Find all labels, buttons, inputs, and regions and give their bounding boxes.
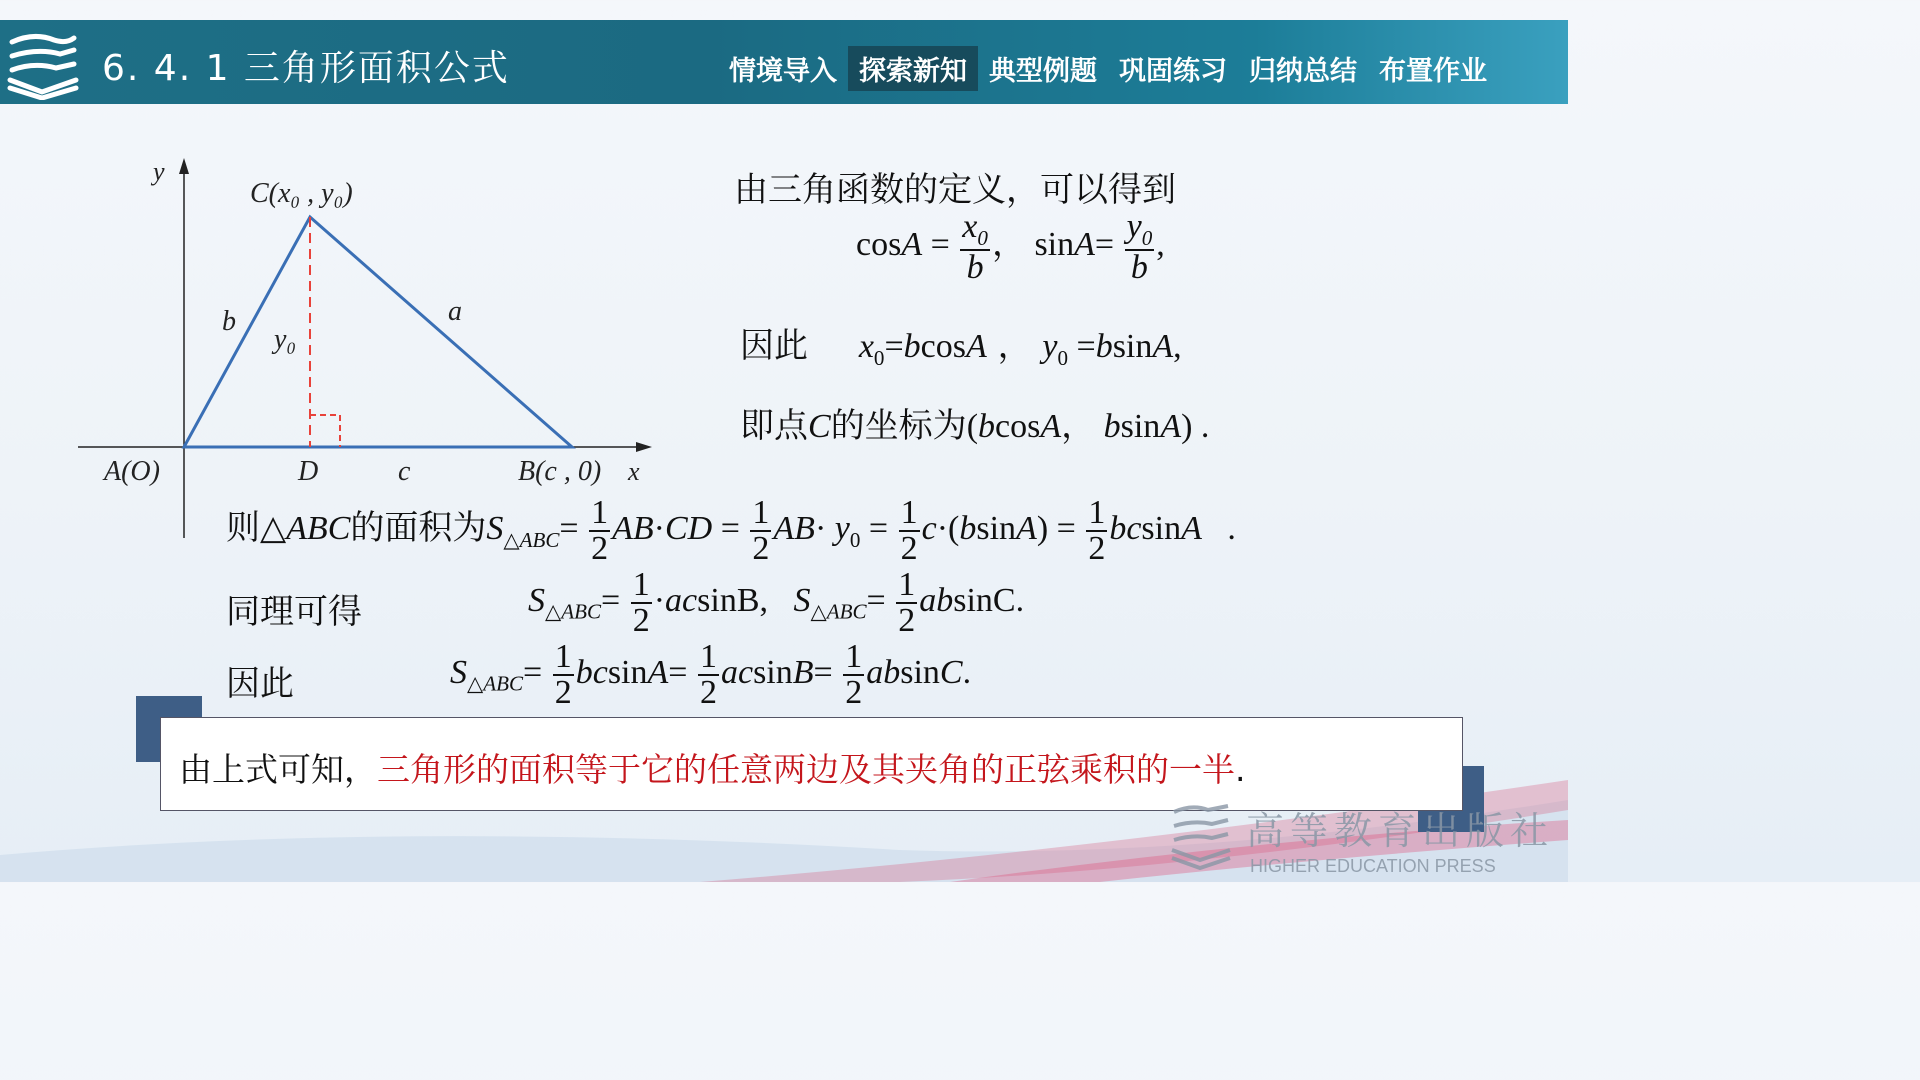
point-c-coordinate-line: 即点C的坐标为(bcosA， bsinA) .: [740, 406, 1210, 446]
conclusion-text: [179, 744, 1246, 791]
book-logo-icon: [4, 30, 82, 100]
conclusion-box: [160, 717, 1463, 811]
side-c-label: c: [398, 456, 411, 487]
point-d-label: D: [298, 456, 319, 487]
therefore-label-1: 因此: [740, 326, 808, 366]
similarly-label: 同理可得: [226, 592, 362, 632]
tab-homework[interactable]: 布置作业: [1379, 56, 1487, 87]
conclusion-suffix: .: [1235, 750, 1246, 789]
area-formula-line: 则△ABC的面积为$S_{\triangle ABC}=$ $\frac{1}{2}$ AB·CD = $\frac{1}{2}$ $AB\cdot y_0$ = $\frac{1}{2}$ c·(bsinA) = $\frac{1}{2}$ bcsinA .: [226, 494, 1236, 567]
tab-examples[interactable]: 典型例题: [989, 56, 1097, 87]
conclusion-prefix: 由上式可知，: [179, 750, 377, 789]
area-mid: 的面积为: [350, 507, 487, 548]
area-prefix: 则△: [226, 507, 287, 548]
x-axis-arrow-icon: [636, 442, 652, 452]
cos-sin-formula: cosA = $\frac{x_0}{b}$ ， sinA= $\frac{y_0}{b}$ ,: [856, 208, 1165, 286]
tab-summary[interactable]: 归纳总结: [1249, 56, 1357, 87]
right-angle-mark: [310, 415, 340, 447]
press-name-cn: 高等教育出版社: [1246, 809, 1555, 853]
height-y0-label: y₀: [274, 324, 297, 355]
conclusion-highlight: 三角形的面积等于它的任意两边及其夹角的正弦乘积的一半: [377, 750, 1235, 789]
side-b-label: b: [222, 306, 236, 337]
press-watermark: [1168, 800, 1558, 880]
therefore-label-2: 因此: [226, 664, 294, 704]
tab-intro[interactable]: 情境导入: [729, 56, 837, 87]
point-c-mid: 的坐标为: [830, 406, 967, 446]
definition-line: 由三角函数的定义，可以得到: [734, 170, 1176, 210]
page-title: 6. 4. 1 三角形面积公式: [102, 48, 510, 89]
point-c-prefix: 即点: [740, 406, 808, 446]
triangle-diagram: [60, 150, 680, 550]
nav-bar: [718, 46, 1498, 91]
similar-formulas: $S_{\triangle ABC}=$ $\frac{1}{2}$ ·acsinB, $S_{\triangle ABC}=$ $\frac{1}{2}$ absinC.: [528, 566, 1025, 639]
axis-y-label: y: [153, 157, 165, 186]
therefore-line-1: 因此 $x_0=bcosA$ ， $y_0 =bsinA$,: [740, 326, 1182, 370]
y-axis-arrow-icon: [179, 158, 189, 174]
axis-x-label: x: [628, 457, 640, 486]
tab-explore[interactable]: 探索新知: [848, 46, 978, 91]
header-bar: [0, 20, 1568, 104]
combined-formula: $S_{\triangle ABC}=$ $\frac{1}{2}$ bcsinA= $\frac{1}{2}$ acsinB= $\frac{1}{2}$ absinC.: [450, 638, 972, 711]
point-c-label: C(x₀ , y₀): [250, 178, 353, 209]
side-a-label: a: [448, 296, 462, 327]
point-b-label: B(c , 0): [518, 456, 602, 487]
press-name-en: HIGHER EDUCATION PRESS: [1250, 856, 1496, 876]
tab-practice[interactable]: 巩固练习: [1119, 56, 1227, 87]
point-a-label: A(O): [104, 456, 160, 487]
press-logo-icon: [1172, 806, 1230, 868]
triangle-abc: [184, 217, 572, 447]
